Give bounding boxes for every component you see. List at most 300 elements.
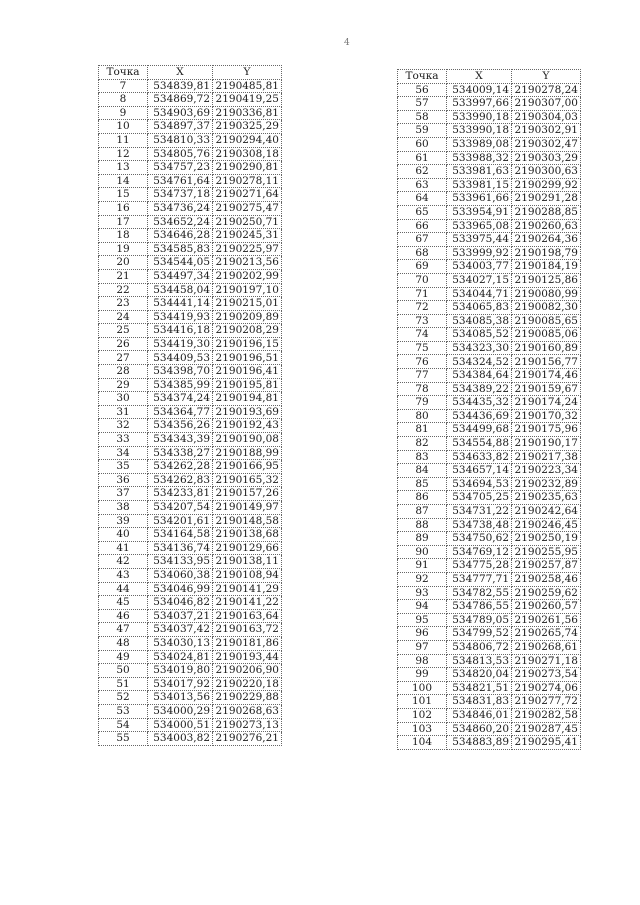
x-coordinate-cell: 534820,04 <box>447 668 512 682</box>
point-number-cell: 7 <box>99 79 148 93</box>
x-coordinate-cell: 534164,58 <box>148 528 213 542</box>
x-coordinate-cell: 534136,74 <box>148 541 213 555</box>
table-row <box>398 382 581 396</box>
point-number-cell: 15 <box>99 188 148 202</box>
x-coordinate-cell: 534646,28 <box>148 229 213 243</box>
coordinates-table-left <box>98 65 282 746</box>
table-row <box>99 378 282 392</box>
table-row <box>99 650 282 664</box>
y-coordinate-cell: 2190485,81 <box>213 79 282 93</box>
table-row <box>99 392 282 406</box>
y-coordinate-cell: 2190156,77 <box>512 355 581 369</box>
y-coordinate-cell: 2190419,25 <box>213 93 282 107</box>
point-number-cell: 101 <box>398 695 447 709</box>
table-row <box>99 161 282 175</box>
x-coordinate-cell: 534831,83 <box>447 695 512 709</box>
y-coordinate-cell: 2190287,45 <box>512 722 581 736</box>
x-coordinate-cell: 533997,66 <box>447 97 512 111</box>
table-row <box>99 596 282 610</box>
x-coordinate-cell: 534705,25 <box>447 491 512 505</box>
table-row <box>398 110 581 124</box>
point-number-cell: 93 <box>398 586 447 600</box>
x-coordinate-cell: 534821,51 <box>447 681 512 695</box>
table-row <box>99 229 282 243</box>
x-coordinate-cell: 534324,52 <box>447 355 512 369</box>
y-coordinate-cell: 2190303,29 <box>512 151 581 165</box>
point-number-cell: 49 <box>99 650 148 664</box>
point-number-cell: 18 <box>99 229 148 243</box>
point-number-cell: 75 <box>398 341 447 355</box>
y-coordinate-cell: 2190271,64 <box>213 188 282 202</box>
point-number-cell: 67 <box>398 233 447 247</box>
point-number-cell: 35 <box>99 460 148 474</box>
y-coordinate-cell: 2190250,71 <box>213 215 282 229</box>
y-coordinate-cell: 2190229,88 <box>213 691 282 705</box>
point-number-cell: 84 <box>398 464 447 478</box>
table-row <box>398 287 581 301</box>
table-row <box>398 192 581 206</box>
y-coordinate-cell: 2190163,72 <box>213 623 282 637</box>
y-coordinate-cell: 2190190,17 <box>512 437 581 451</box>
table-row <box>99 365 282 379</box>
x-coordinate-cell: 534757,23 <box>148 161 213 175</box>
table-row <box>99 133 282 147</box>
x-coordinate-cell: 534813,53 <box>447 654 512 668</box>
table-row <box>398 654 581 668</box>
table-row <box>99 677 282 691</box>
table-row <box>398 722 581 736</box>
x-coordinate-cell: 534805,76 <box>148 147 213 161</box>
y-coordinate-cell: 2190082,30 <box>512 301 581 315</box>
point-number-cell: 24 <box>99 310 148 324</box>
x-coordinate-cell: 534458,04 <box>148 283 213 297</box>
table-row <box>99 93 282 107</box>
table-row <box>398 450 581 464</box>
point-number-cell: 99 <box>398 668 447 682</box>
y-coordinate-cell: 2190085,06 <box>512 328 581 342</box>
point-number-cell: 26 <box>99 337 148 351</box>
x-coordinate-cell: 534364,77 <box>148 405 213 419</box>
table-row <box>398 736 581 750</box>
point-number-cell: 16 <box>99 201 148 215</box>
table-row <box>99 310 282 324</box>
point-number-cell: 19 <box>99 242 148 256</box>
point-number-cell: 92 <box>398 572 447 586</box>
point-number-cell: 56 <box>398 83 447 97</box>
y-coordinate-cell: 2190170,32 <box>512 409 581 423</box>
table-row <box>99 555 282 569</box>
table-row <box>99 460 282 474</box>
table-row <box>99 351 282 365</box>
y-coordinate-cell: 2190308,18 <box>213 147 282 161</box>
y-coordinate-cell: 2190160,89 <box>512 341 581 355</box>
table-row <box>398 491 581 505</box>
y-coordinate-cell: 2190304,03 <box>512 110 581 124</box>
y-coordinate-cell: 2190307,00 <box>512 97 581 111</box>
point-number-cell: 94 <box>398 600 447 614</box>
y-coordinate-cell: 2190278,24 <box>512 83 581 97</box>
y-coordinate-cell: 2190080,99 <box>512 287 581 301</box>
x-coordinate-cell: 534782,55 <box>447 586 512 600</box>
y-coordinate-cell: 2190278,11 <box>213 174 282 188</box>
x-coordinate-cell: 534777,71 <box>447 572 512 586</box>
table-row <box>398 178 581 192</box>
x-coordinate-cell: 534013,56 <box>148 691 213 705</box>
point-number-cell: 83 <box>398 450 447 464</box>
point-number-cell: 39 <box>99 514 148 528</box>
y-coordinate-cell: 2190157,26 <box>213 487 282 501</box>
x-coordinate-cell: 534786,55 <box>447 600 512 614</box>
x-coordinate-cell: 534694,53 <box>447 477 512 491</box>
y-coordinate-cell: 2190325,29 <box>213 120 282 134</box>
table-row <box>398 600 581 614</box>
y-coordinate-cell: 2190300,63 <box>512 165 581 179</box>
y-coordinate-cell: 2190276,21 <box>213 732 282 746</box>
point-number-cell: 28 <box>99 365 148 379</box>
x-coordinate-cell: 534024,81 <box>148 650 213 664</box>
table-row <box>398 260 581 274</box>
table-row <box>99 446 282 460</box>
x-coordinate-cell: 533990,18 <box>447 110 512 124</box>
table-row <box>398 83 581 97</box>
table-row <box>398 505 581 519</box>
y-coordinate-cell: 2190175,96 <box>512 423 581 437</box>
table-row <box>398 396 581 410</box>
table-row <box>99 337 282 351</box>
y-coordinate-cell: 2190149,97 <box>213 501 282 515</box>
x-coordinate-cell: 534233,81 <box>148 487 213 501</box>
table-row <box>99 419 282 433</box>
y-coordinate-cell: 2190138,68 <box>213 528 282 542</box>
y-coordinate-cell: 2190174,46 <box>512 369 581 383</box>
y-coordinate-cell: 2190290,81 <box>213 161 282 175</box>
table-row <box>99 147 282 161</box>
y-coordinate-cell: 2190202,99 <box>213 269 282 283</box>
table-row <box>398 301 581 315</box>
point-number-cell: 52 <box>99 691 148 705</box>
x-coordinate-cell: 534356,26 <box>148 419 213 433</box>
table-row <box>398 355 581 369</box>
x-coordinate-cell: 534789,05 <box>447 613 512 627</box>
y-coordinate-cell: 2190277,72 <box>512 695 581 709</box>
y-coordinate-cell: 2190260,57 <box>512 600 581 614</box>
y-coordinate-cell: 2190163,64 <box>213 609 282 623</box>
point-number-cell: 32 <box>99 419 148 433</box>
x-coordinate-cell: 534000,51 <box>148 718 213 732</box>
point-number-cell: 96 <box>398 627 447 641</box>
point-number-cell: 48 <box>99 636 148 650</box>
point-number-cell: 95 <box>398 613 447 627</box>
table-row <box>398 165 581 179</box>
x-coordinate-cell: 533999,92 <box>447 246 512 260</box>
table-row <box>398 518 581 532</box>
x-coordinate-cell: 534037,21 <box>148 609 213 623</box>
table-row <box>99 405 282 419</box>
table-row <box>398 477 581 491</box>
x-coordinate-cell: 534207,54 <box>148 501 213 515</box>
point-number-cell: 72 <box>398 301 447 315</box>
table-row <box>99 174 282 188</box>
point-number-cell: 71 <box>398 287 447 301</box>
point-number-cell: 20 <box>99 256 148 270</box>
y-coordinate-cell: 2190275,47 <box>213 201 282 215</box>
y-coordinate-cell: 2190268,61 <box>512 640 581 654</box>
table-row <box>398 695 581 709</box>
point-number-cell: 78 <box>398 382 447 396</box>
y-coordinate-cell: 2190108,94 <box>213 568 282 582</box>
y-coordinate-cell: 2190245,31 <box>213 229 282 243</box>
y-coordinate-cell: 2190159,67 <box>512 382 581 396</box>
y-coordinate-cell: 2190195,81 <box>213 378 282 392</box>
x-coordinate-cell: 534652,24 <box>148 215 213 229</box>
table-row <box>99 691 282 705</box>
x-coordinate-cell: 533954,91 <box>447 205 512 219</box>
y-coordinate-cell: 2190261,56 <box>512 613 581 627</box>
point-number-cell: 81 <box>398 423 447 437</box>
point-number-cell: 86 <box>398 491 447 505</box>
point-number-cell: 98 <box>398 654 447 668</box>
y-coordinate-cell: 2190273,13 <box>213 718 282 732</box>
table-row <box>398 205 581 219</box>
y-coordinate-cell: 2190141,22 <box>213 596 282 610</box>
y-coordinate-cell: 2190193,69 <box>213 405 282 419</box>
x-coordinate-cell: 533961,66 <box>447 192 512 206</box>
x-coordinate-cell: 534761,64 <box>148 174 213 188</box>
y-coordinate-cell: 2190220,18 <box>213 677 282 691</box>
table-row <box>99 609 282 623</box>
table-row <box>99 433 282 447</box>
point-number-cell: 59 <box>398 124 447 138</box>
y-coordinate-cell: 2190246,45 <box>512 518 581 532</box>
point-number-cell: 51 <box>99 677 148 691</box>
table-row <box>99 514 282 528</box>
point-number-cell: 40 <box>99 528 148 542</box>
y-coordinate-cell: 2190188,99 <box>213 446 282 460</box>
point-number-cell: 64 <box>398 192 447 206</box>
y-coordinate-cell: 2190258,46 <box>512 572 581 586</box>
table-row <box>398 124 581 138</box>
table-row <box>398 572 581 586</box>
table-row <box>99 623 282 637</box>
point-number-cell: 22 <box>99 283 148 297</box>
table-row <box>398 627 581 641</box>
x-coordinate-cell: 534019,80 <box>148 664 213 678</box>
table-row <box>99 269 282 283</box>
column-header-y: Y <box>512 70 581 84</box>
table-row <box>398 613 581 627</box>
point-number-cell: 70 <box>398 273 447 287</box>
table-row <box>398 341 581 355</box>
point-number-cell: 103 <box>398 722 447 736</box>
point-number-cell: 104 <box>398 736 447 750</box>
table-body-left <box>99 79 282 745</box>
table-row <box>398 246 581 260</box>
table-row <box>398 586 581 600</box>
y-coordinate-cell: 2190273,54 <box>512 668 581 682</box>
table-row <box>99 106 282 120</box>
table-row <box>99 568 282 582</box>
y-coordinate-cell: 2190196,15 <box>213 337 282 351</box>
table-row <box>99 541 282 555</box>
table-row <box>99 501 282 515</box>
point-number-cell: 102 <box>398 708 447 722</box>
table-row <box>398 437 581 451</box>
table-row <box>398 369 581 383</box>
x-coordinate-cell: 533975,44 <box>447 233 512 247</box>
x-coordinate-cell: 534435,32 <box>447 396 512 410</box>
x-coordinate-cell: 534003,77 <box>447 260 512 274</box>
y-coordinate-cell: 2190295,41 <box>512 736 581 750</box>
table-row <box>99 704 282 718</box>
table-row <box>99 297 282 311</box>
x-coordinate-cell: 534000,29 <box>148 704 213 718</box>
point-number-cell: 90 <box>398 545 447 559</box>
table-row <box>99 79 282 93</box>
x-coordinate-cell: 534085,38 <box>447 314 512 328</box>
point-number-cell: 13 <box>99 161 148 175</box>
x-coordinate-cell: 534497,34 <box>148 269 213 283</box>
x-coordinate-cell: 534436,69 <box>447 409 512 423</box>
table-row <box>398 545 581 559</box>
point-number-cell: 66 <box>398 219 447 233</box>
point-number-cell: 55 <box>99 732 148 746</box>
x-coordinate-cell: 533988,32 <box>447 151 512 165</box>
table-row <box>99 120 282 134</box>
point-number-cell: 79 <box>398 396 447 410</box>
table-row <box>398 151 581 165</box>
point-number-cell: 46 <box>99 609 148 623</box>
point-number-cell: 11 <box>99 133 148 147</box>
x-coordinate-cell: 534869,72 <box>148 93 213 107</box>
y-coordinate-cell: 2190213,56 <box>213 256 282 270</box>
y-coordinate-cell: 2190274,06 <box>512 681 581 695</box>
point-number-cell: 73 <box>398 314 447 328</box>
x-coordinate-cell: 534769,12 <box>447 545 512 559</box>
y-coordinate-cell: 2190085,65 <box>512 314 581 328</box>
y-coordinate-cell: 2190217,38 <box>512 450 581 464</box>
point-number-cell: 23 <box>99 297 148 311</box>
y-coordinate-cell: 2190194,81 <box>213 392 282 406</box>
point-number-cell: 25 <box>99 324 148 338</box>
table-row <box>99 718 282 732</box>
point-number-cell: 12 <box>99 147 148 161</box>
y-coordinate-cell: 2190181,86 <box>213 636 282 650</box>
x-coordinate-cell: 534262,28 <box>148 460 213 474</box>
y-coordinate-cell: 2190302,91 <box>512 124 581 138</box>
y-coordinate-cell: 2190197,10 <box>213 283 282 297</box>
y-coordinate-cell: 2190125,86 <box>512 273 581 287</box>
x-coordinate-cell: 533981,15 <box>447 178 512 192</box>
point-number-cell: 42 <box>99 555 148 569</box>
x-coordinate-cell: 534775,28 <box>447 559 512 573</box>
point-number-cell: 41 <box>99 541 148 555</box>
point-number-cell: 38 <box>99 501 148 515</box>
x-coordinate-cell: 534731,22 <box>447 505 512 519</box>
y-coordinate-cell: 2190299,92 <box>512 178 581 192</box>
x-coordinate-cell: 534389,22 <box>447 382 512 396</box>
y-coordinate-cell: 2190260,63 <box>512 219 581 233</box>
point-number-cell: 61 <box>398 151 447 165</box>
x-coordinate-cell: 534903,69 <box>148 106 213 120</box>
table-row <box>398 328 581 342</box>
x-coordinate-cell: 534009,14 <box>447 83 512 97</box>
x-coordinate-cell: 534806,72 <box>447 640 512 654</box>
point-number-cell: 97 <box>398 640 447 654</box>
x-coordinate-cell: 534030,13 <box>148 636 213 650</box>
x-coordinate-cell: 534044,71 <box>447 287 512 301</box>
point-number-cell: 43 <box>99 568 148 582</box>
x-coordinate-cell: 534385,99 <box>148 378 213 392</box>
y-coordinate-cell: 2190196,41 <box>213 365 282 379</box>
x-coordinate-cell: 534499,68 <box>447 423 512 437</box>
x-coordinate-cell: 534409,53 <box>148 351 213 365</box>
x-coordinate-cell: 533990,18 <box>447 124 512 138</box>
y-coordinate-cell: 2190174,24 <box>512 396 581 410</box>
point-number-cell: 33 <box>99 433 148 447</box>
y-coordinate-cell: 2190294,40 <box>213 133 282 147</box>
x-coordinate-cell: 534003,82 <box>148 732 213 746</box>
y-coordinate-cell: 2190336,81 <box>213 106 282 120</box>
table-row <box>99 283 282 297</box>
point-number-cell: 53 <box>99 704 148 718</box>
point-number-cell: 82 <box>398 437 447 451</box>
y-coordinate-cell: 2190193,44 <box>213 650 282 664</box>
y-coordinate-cell: 2190198,79 <box>512 246 581 260</box>
y-coordinate-cell: 2190265,74 <box>512 627 581 641</box>
y-coordinate-cell: 2190302,47 <box>512 137 581 151</box>
x-coordinate-cell: 534133,95 <box>148 555 213 569</box>
y-coordinate-cell: 2190282,58 <box>512 708 581 722</box>
y-coordinate-cell: 2190271,18 <box>512 654 581 668</box>
point-number-cell: 14 <box>99 174 148 188</box>
table-row <box>398 559 581 573</box>
point-number-cell: 63 <box>398 178 447 192</box>
point-number-cell: 100 <box>398 681 447 695</box>
coordinates-table-right <box>397 69 581 750</box>
point-number-cell: 57 <box>398 97 447 111</box>
x-coordinate-cell: 534750,62 <box>447 532 512 546</box>
point-number-cell: 30 <box>99 392 148 406</box>
column-header-point: Точка <box>398 70 447 84</box>
x-coordinate-cell: 534839,81 <box>148 79 213 93</box>
table-row <box>398 273 581 287</box>
y-coordinate-cell: 2190129,66 <box>213 541 282 555</box>
y-coordinate-cell: 2190209,89 <box>213 310 282 324</box>
point-number-cell: 47 <box>99 623 148 637</box>
point-number-cell: 17 <box>99 215 148 229</box>
point-number-cell: 80 <box>398 409 447 423</box>
point-number-cell: 31 <box>99 405 148 419</box>
x-coordinate-cell: 534633,82 <box>447 450 512 464</box>
table-row <box>398 97 581 111</box>
y-coordinate-cell: 2190232,89 <box>512 477 581 491</box>
y-coordinate-cell: 2190192,43 <box>213 419 282 433</box>
y-coordinate-cell: 2190291,28 <box>512 192 581 206</box>
y-coordinate-cell: 2190184,19 <box>512 260 581 274</box>
x-coordinate-cell: 534441,14 <box>148 297 213 311</box>
table-row <box>398 423 581 437</box>
x-coordinate-cell: 534419,93 <box>148 310 213 324</box>
column-header-y: Y <box>213 66 282 80</box>
point-number-cell: 76 <box>398 355 447 369</box>
point-number-cell: 77 <box>398 369 447 383</box>
table-row <box>398 640 581 654</box>
x-coordinate-cell: 534846,01 <box>447 708 512 722</box>
table-row <box>398 681 581 695</box>
y-coordinate-cell: 2190138,11 <box>213 555 282 569</box>
table-row <box>398 668 581 682</box>
point-number-cell: 62 <box>398 165 447 179</box>
